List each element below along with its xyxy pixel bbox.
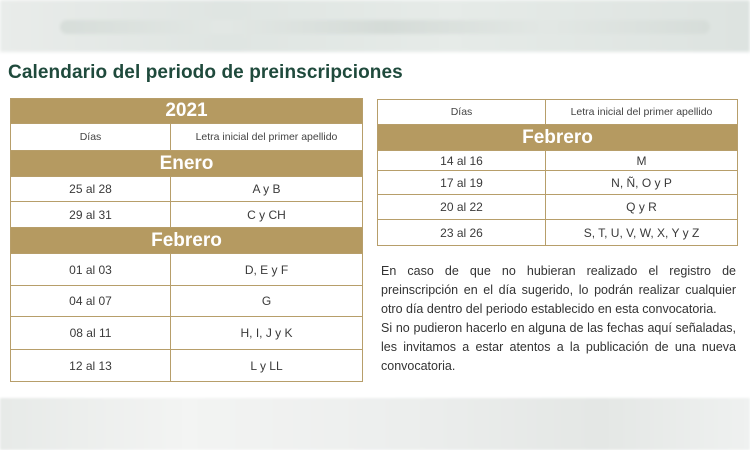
days-cell: 04 al 07 [11, 286, 171, 317]
month-header-febrero: Febrero [11, 228, 363, 254]
page-title: Calendario del periodo de preinscripciones [8, 62, 403, 83]
letter-column-header: Letra inicial del primer apellido [171, 124, 363, 151]
info-note [381, 262, 736, 376]
year-row [11, 99, 363, 124]
column-header-row [11, 124, 363, 151]
table-row [378, 151, 738, 171]
note-paragraph: Si no pudieron hacerlo en alguna de las fechas aquí señaladas, les invitamos a estar atentos a la publicación de una nueva convocatoria. [381, 321, 736, 373]
table-row [11, 202, 363, 228]
days-column-header: Días [378, 100, 546, 125]
letters-cell: D, E y F [171, 254, 363, 286]
letters-cell: G [171, 286, 363, 317]
letters-cell: A y B [171, 177, 363, 202]
letters-cell: L y LL [171, 350, 363, 382]
table-row [378, 220, 738, 246]
top-blurred-banner [0, 0, 750, 52]
days-cell: 17 al 19 [378, 171, 546, 195]
calendar-table-left [10, 98, 363, 382]
letter-column-header: Letra inicial del primer apellido [546, 100, 738, 125]
note-paragraph: En caso de que no hubieran realizado el registro de preinscripción en el día sugerido, lo podrán realizar cualquier otro día dentro del periodo establecido en esta convocatoria. [381, 264, 736, 316]
table-row [11, 177, 363, 202]
month-row-febrero [378, 125, 738, 151]
days-cell: 20 al 22 [378, 195, 546, 220]
year-header: 2021 [11, 99, 363, 124]
days-cell: 14 al 16 [378, 151, 546, 171]
days-column-header: Días [11, 124, 171, 151]
month-row-febrero [11, 228, 363, 254]
days-cell: 01 al 03 [11, 254, 171, 286]
table-row [11, 286, 363, 317]
table-row [378, 195, 738, 220]
table-row [11, 350, 363, 382]
month-header-febrero: Febrero [378, 125, 738, 151]
days-cell: 08 al 11 [11, 317, 171, 350]
days-cell: 23 al 26 [378, 220, 546, 246]
table-row [11, 317, 363, 350]
calendar-table-right [377, 99, 738, 246]
letters-cell: H, I, J y K [171, 317, 363, 350]
letters-cell: S, T, U, V, W, X, Y y Z [546, 220, 738, 246]
letters-cell: C y CH [171, 202, 363, 228]
days-cell: 25 al 28 [11, 177, 171, 202]
month-header-enero: Enero [11, 151, 363, 177]
table-row [11, 254, 363, 286]
bottom-blurred-banner [0, 398, 750, 450]
letters-cell: N, Ñ, O y P [546, 171, 738, 195]
letters-cell: Q y R [546, 195, 738, 220]
table-row [378, 171, 738, 195]
month-row-enero [11, 151, 363, 177]
days-cell: 29 al 31 [11, 202, 171, 228]
column-header-row [378, 100, 738, 125]
days-cell: 12 al 13 [11, 350, 171, 382]
letters-cell: M [546, 151, 738, 171]
